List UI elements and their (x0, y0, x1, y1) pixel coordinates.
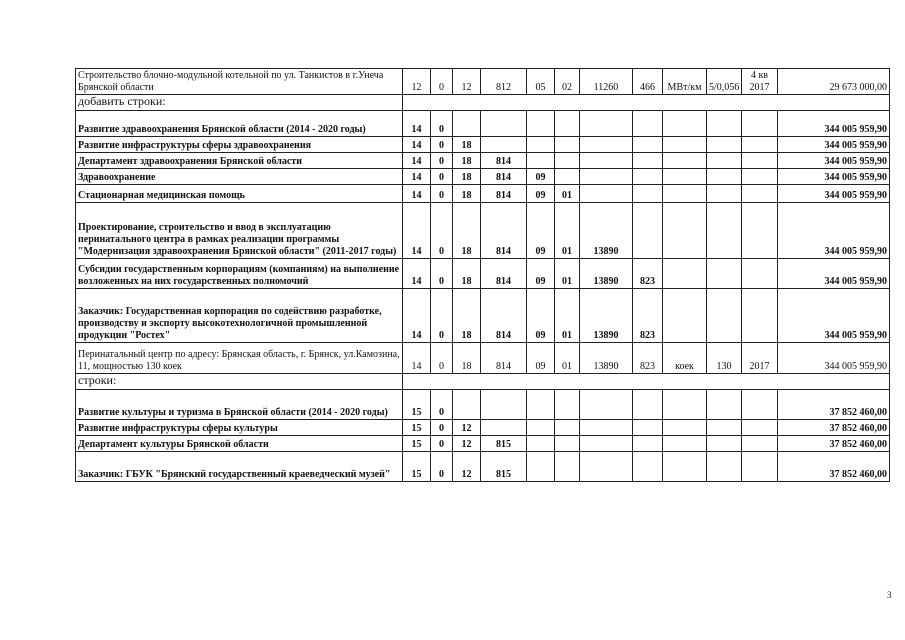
code-cell-4: 814 (481, 169, 527, 185)
code-cell-4: 814 (481, 203, 527, 259)
code-cell-9: коек (663, 343, 707, 374)
code-cell-4: 814 (481, 343, 527, 374)
code-cell-5: 09 (527, 169, 555, 185)
code-cell-6: 01 (555, 185, 580, 203)
code-cell-7 (580, 137, 633, 153)
code-cell-6 (555, 111, 580, 137)
code-cell-9 (663, 153, 707, 169)
code-cell-3 (453, 390, 481, 420)
code-cell-7: 11260 (580, 69, 633, 95)
code-cell-1: 12 (403, 69, 431, 95)
code-cell-5 (527, 452, 555, 482)
code-cell-8 (633, 452, 663, 482)
table-row (76, 436, 890, 452)
code-cell-5: 05 (527, 69, 555, 95)
code-cell-10 (707, 390, 742, 420)
section-header-text: добавить строки: (76, 95, 403, 111)
code-cell-7 (580, 420, 633, 436)
table-row (76, 259, 890, 289)
code-cell-3: 18 (453, 169, 481, 185)
amount-cell: 29 673 000,00 (778, 69, 890, 95)
code-cell-8 (633, 420, 663, 436)
amount-cell: 344 005 959,90 (778, 111, 890, 137)
amount-cell: 37 852 460,00 (778, 390, 890, 420)
code-cell-10 (707, 111, 742, 137)
code-cell-6 (555, 169, 580, 185)
code-cell-11 (742, 420, 778, 436)
code-cell-2: 0 (431, 185, 453, 203)
code-cell-8 (633, 390, 663, 420)
code-cell-2: 0 (431, 169, 453, 185)
table-row (76, 420, 890, 436)
code-cell-4: 815 (481, 436, 527, 452)
budget-table-body (76, 69, 890, 482)
amount-cell: 344 005 959,90 (778, 137, 890, 153)
code-cell-7: 13890 (580, 289, 633, 343)
code-cell-7: 13890 (580, 343, 633, 374)
description-cell: Стационарная медицинская помощь (76, 185, 403, 203)
code-cell-1: 14 (403, 137, 431, 153)
code-cell-1: 15 (403, 390, 431, 420)
code-cell-11: 2017 (742, 343, 778, 374)
code-cell-10 (707, 153, 742, 169)
code-cell-9 (663, 203, 707, 259)
amount-cell: 344 005 959,90 (778, 343, 890, 374)
code-cell-6 (555, 137, 580, 153)
code-cell-2: 0 (431, 452, 453, 482)
code-cell-7: 13890 (580, 203, 633, 259)
code-cell-1: 14 (403, 153, 431, 169)
code-cell-1: 14 (403, 289, 431, 343)
code-cell-6: 01 (555, 343, 580, 374)
amount-cell: 37 852 460,00 (778, 436, 890, 452)
table-row (76, 69, 890, 95)
code-cell-7 (580, 153, 633, 169)
amount-cell: 344 005 959,90 (778, 289, 890, 343)
code-cell-4: 814 (481, 259, 527, 289)
amount-cell: 344 005 959,90 (778, 169, 890, 185)
code-cell-8 (633, 436, 663, 452)
code-cell-4 (481, 137, 527, 153)
code-cell-9 (663, 169, 707, 185)
code-cell-11 (742, 289, 778, 343)
code-cell-2: 0 (431, 289, 453, 343)
table-row (76, 137, 890, 153)
code-cell-10: 5/0,056 (707, 69, 742, 95)
code-cell-11 (742, 169, 778, 185)
code-cell-6: 02 (555, 69, 580, 95)
description-cell: Проектирование, строительство и ввод в эксплуатацию перинатального центра в рамках реализации программы "Модернизация здравоохранения Брянской области" (2011-2017 годы) (76, 203, 403, 259)
code-cell-2: 0 (431, 137, 453, 153)
description-cell: Перинатальный центр по адресу: Брянская область, г. Брянск, ул.Камозина, 11, мощностью 130 коек (76, 343, 403, 374)
code-cell-4: 812 (481, 69, 527, 95)
code-cell-5: 09 (527, 289, 555, 343)
code-cell-9 (663, 420, 707, 436)
code-cell-2: 0 (431, 259, 453, 289)
table-row (76, 452, 890, 482)
table-row (76, 153, 890, 169)
table-row (76, 203, 890, 259)
code-cell-1: 14 (403, 111, 431, 137)
code-cell-3 (453, 111, 481, 137)
code-cell-8 (633, 169, 663, 185)
table-row (76, 169, 890, 185)
code-cell-7 (580, 452, 633, 482)
code-cell-9 (663, 111, 707, 137)
code-cell-5 (527, 420, 555, 436)
code-cell-9 (663, 436, 707, 452)
description-cell: Развитие инфраструктуры сферы культуры (76, 420, 403, 436)
code-cell-6 (555, 436, 580, 452)
code-cell-4: 814 (481, 185, 527, 203)
description-cell: Развитие культуры и туризма в Брянской области (2014 - 2020 годы) (76, 390, 403, 420)
amount-cell: 37 852 460,00 (778, 452, 890, 482)
code-cell-11 (742, 390, 778, 420)
code-cell-9 (663, 137, 707, 153)
section-header-row (76, 95, 890, 111)
code-cell-2: 0 (431, 111, 453, 137)
code-cell-11 (742, 111, 778, 137)
code-cell-7 (580, 111, 633, 137)
code-cell-4: 814 (481, 153, 527, 169)
code-cell-10 (707, 436, 742, 452)
description-cell: Заказчик: Государственная корпорация по содействию разработке, производству и экспорту высокотехнологичной промышленной продукции "Ростех" (76, 289, 403, 343)
code-cell-1: 14 (403, 203, 431, 259)
code-cell-2: 0 (431, 153, 453, 169)
code-cell-9 (663, 289, 707, 343)
code-cell-5 (527, 111, 555, 137)
description-cell: Развитие инфраструктуры сферы здравоохранения (76, 137, 403, 153)
code-cell-3: 18 (453, 203, 481, 259)
code-cell-8 (633, 185, 663, 203)
code-cell-8: 823 (633, 343, 663, 374)
description-cell: Департамент культуры Брянской области (76, 436, 403, 452)
code-cell-3: 12 (453, 420, 481, 436)
code-cell-10 (707, 169, 742, 185)
amount-cell: 344 005 959,90 (778, 259, 890, 289)
code-cell-1: 14 (403, 185, 431, 203)
code-cell-6 (555, 452, 580, 482)
table-row (76, 289, 890, 343)
code-cell-3: 12 (453, 69, 481, 95)
code-cell-8: 466 (633, 69, 663, 95)
code-cell-9 (663, 259, 707, 289)
code-cell-10 (707, 203, 742, 259)
code-cell-5: 09 (527, 343, 555, 374)
description-cell: Заказчик: ГБУК "Брянский государственный краеведческий музей" (76, 452, 403, 482)
code-cell-8 (633, 137, 663, 153)
code-cell-6 (555, 153, 580, 169)
code-cell-10 (707, 420, 742, 436)
amount-cell: 37 852 460,00 (778, 420, 890, 436)
code-cell-2: 0 (431, 436, 453, 452)
code-cell-2: 0 (431, 420, 453, 436)
page-number: 3 (887, 590, 892, 600)
code-cell-11 (742, 137, 778, 153)
code-cell-3: 18 (453, 153, 481, 169)
code-cell-3: 18 (453, 289, 481, 343)
code-cell-2: 0 (431, 390, 453, 420)
code-cell-8: 823 (633, 259, 663, 289)
code-cell-1: 15 (403, 436, 431, 452)
code-cell-11: 4 кв 2017 (742, 69, 778, 95)
code-cell-5: 09 (527, 203, 555, 259)
code-cell-11 (742, 452, 778, 482)
code-cell-2: 0 (431, 343, 453, 374)
code-cell-8 (633, 153, 663, 169)
code-cell-4 (481, 420, 527, 436)
code-cell-7 (580, 390, 633, 420)
code-cell-6: 01 (555, 203, 580, 259)
amount-cell: 344 005 959,90 (778, 185, 890, 203)
code-cell-10 (707, 452, 742, 482)
code-cell-6: 01 (555, 289, 580, 343)
code-cell-5: 09 (527, 259, 555, 289)
code-cell-10 (707, 137, 742, 153)
code-cell-1: 14 (403, 343, 431, 374)
code-cell-6: 01 (555, 259, 580, 289)
code-cell-9 (663, 185, 707, 203)
code-cell-1: 14 (403, 259, 431, 289)
code-cell-11 (742, 185, 778, 203)
code-cell-3: 18 (453, 259, 481, 289)
amount-cell: 344 005 959,90 (778, 153, 890, 169)
code-cell-5: 09 (527, 185, 555, 203)
code-cell-2: 0 (431, 203, 453, 259)
code-cell-3: 18 (453, 343, 481, 374)
description-cell: Субсидии государственным корпорациям (компаниям) на выполнение возложенных на них государственных полномочий (76, 259, 403, 289)
budget-table (75, 68, 890, 482)
code-cell-1: 15 (403, 420, 431, 436)
code-cell-5 (527, 436, 555, 452)
empty-cell (403, 374, 890, 390)
code-cell-1: 15 (403, 452, 431, 482)
code-cell-11 (742, 203, 778, 259)
code-cell-9 (663, 452, 707, 482)
section-header-row (76, 374, 890, 390)
code-cell-4: 814 (481, 289, 527, 343)
code-cell-3: 18 (453, 185, 481, 203)
code-cell-2: 0 (431, 69, 453, 95)
code-cell-4 (481, 390, 527, 420)
code-cell-11 (742, 436, 778, 452)
code-cell-6 (555, 420, 580, 436)
table-row (76, 185, 890, 203)
description-cell: Развитие здравоохранения Брянской области (2014 - 2020 годы) (76, 111, 403, 137)
code-cell-10 (707, 289, 742, 343)
code-cell-3: 18 (453, 137, 481, 153)
code-cell-6 (555, 390, 580, 420)
amount-cell: 344 005 959,90 (778, 203, 890, 259)
code-cell-3: 12 (453, 436, 481, 452)
table-row (76, 343, 890, 374)
description-cell: Строительство блочно-модульной котельной по ул. Танкистов в г.Унеча Брянской области (76, 69, 403, 95)
code-cell-7 (580, 185, 633, 203)
code-cell-8 (633, 203, 663, 259)
code-cell-9 (663, 390, 707, 420)
description-cell: Департамент здравоохранения Брянской области (76, 153, 403, 169)
code-cell-10 (707, 185, 742, 203)
code-cell-5 (527, 137, 555, 153)
code-cell-4 (481, 111, 527, 137)
code-cell-3: 12 (453, 452, 481, 482)
code-cell-9: МВт/км (663, 69, 707, 95)
code-cell-11 (742, 153, 778, 169)
section-header-text: строки: (76, 374, 403, 390)
code-cell-7 (580, 169, 633, 185)
code-cell-1: 14 (403, 169, 431, 185)
empty-cell (403, 95, 890, 111)
table-row (76, 390, 890, 420)
table-row (76, 111, 890, 137)
code-cell-10: 130 (707, 343, 742, 374)
code-cell-7 (580, 436, 633, 452)
description-cell: Здравоохранение (76, 169, 403, 185)
code-cell-11 (742, 259, 778, 289)
code-cell-8: 823 (633, 289, 663, 343)
code-cell-7: 13890 (580, 259, 633, 289)
code-cell-10 (707, 259, 742, 289)
code-cell-4: 815 (481, 452, 527, 482)
code-cell-8 (633, 111, 663, 137)
code-cell-5 (527, 153, 555, 169)
code-cell-5 (527, 390, 555, 420)
